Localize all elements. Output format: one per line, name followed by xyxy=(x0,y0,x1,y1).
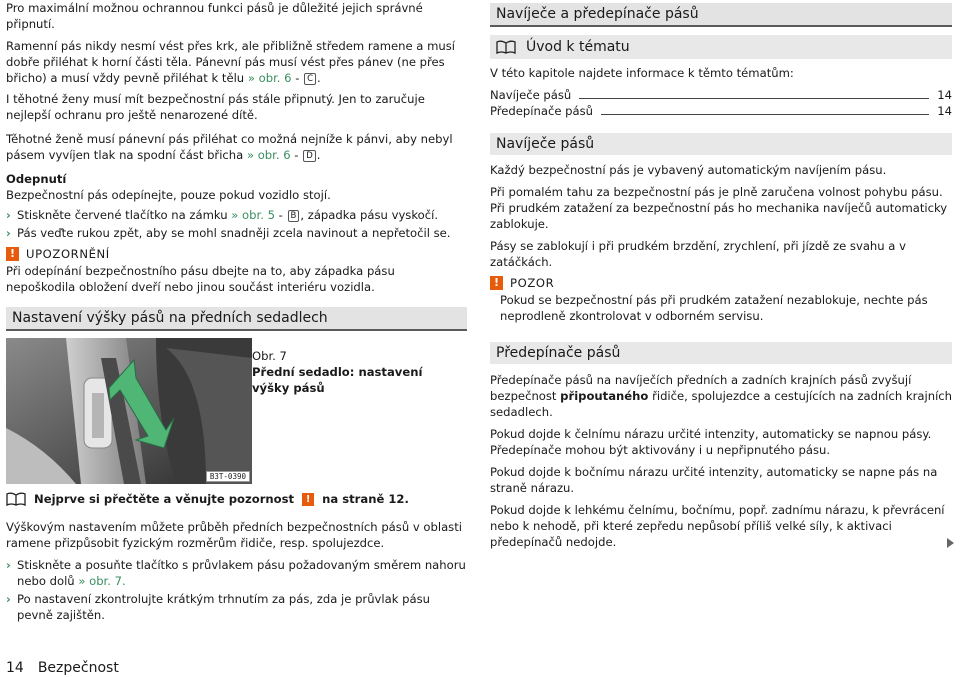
warning-text: Při odepínání bezpečnostního pásu dbejte na to, aby západka pásu nepoškodila obložení dveří nebo jinou součást interiéru vozidla. xyxy=(6,264,395,294)
paragraph-pregnant-lap-belt: Těhotné ženě musí pánevní pás přiléhat co možná nejníže k pánvi, aby nebyl pásem vyvíjen tlak na spodní část břicha » obr. 6 - D . xyxy=(6,132,453,162)
figure-reference-link[interactable]: » obr. 6 xyxy=(247,71,292,85)
step-guide-belt xyxy=(6,225,467,241)
step-text: Pás veďte rukou zpět, aby se mohl snadněji zcela navinout a nepřetočil se. xyxy=(17,226,451,240)
section-title-pretensioners: Předepínače pásů xyxy=(490,342,952,364)
step-arrow-icon: › xyxy=(6,226,11,240)
read-first-text: Nejprve si přečtěte a věnujte pozornost xyxy=(34,492,295,506)
toc-leader xyxy=(579,98,929,99)
step-check-lock xyxy=(6,591,467,623)
step-arrow-icon: › xyxy=(6,592,11,606)
toc-item[interactable] xyxy=(490,87,952,103)
unbuckle-block xyxy=(6,171,467,241)
figure-code-label: B3T-0390 xyxy=(206,471,250,482)
read-first-notice xyxy=(6,491,467,507)
pretensioners-paragraph-4: Pokud dojde k lehkému čelnímu, bočnímu, popř. zadnímu nárazu, k převrácení nebo k nehodě, při které zepředu nepůsobí příliš velké síly, k aktivaci předepínačů nedojde. xyxy=(490,503,945,549)
figure-number: Obr. 7 xyxy=(252,349,287,363)
step-arrow-icon: › xyxy=(6,558,11,572)
unbuckle-heading: Odepnutí xyxy=(6,172,67,186)
retractors-paragraph-2: Při pomalém tahu za bezpečnostní pás je plně zaručena volnost pohybu pásu. Při prudkém zatažení za bezpečnostní pás ho mechanika navíječů automaticky zablokuje. xyxy=(490,185,948,231)
section-title-retractors: Navíječe pásů xyxy=(490,133,952,155)
step-arrow-icon: › xyxy=(6,208,11,222)
chapter-name: Bezpečnost xyxy=(37,660,119,676)
position-key-c: C xyxy=(304,73,316,85)
figure-title: Přední sedadlo: nastavení výšky pásů xyxy=(252,365,423,395)
belt-height-content xyxy=(6,491,467,625)
warning-title: UPOZORNĚNÍ xyxy=(26,247,110,261)
figure-reference-link[interactable]: » obr. 7. xyxy=(78,574,126,588)
paragraph-shoulder-belt: Ramenní pás nikdy nesmí vést přes krk, ale přibližně středem ramene a musí dobře přiléhat k horní části těla. Pánevní pás musí vést přes pánev (ne přes břicho) a musí vždy pevně přiléhat k tělu » obr. 6 - C . xyxy=(6,39,455,85)
adjust-text: Výškovým nastavením můžete průběh předních bezpečnostních pásů v oblasti ramene přizpůsobit fyzickým rozměrům řidiče, resp. spolujezdce. xyxy=(6,520,462,550)
section-title-retractors-pretensioners: Navíječe a předepínače pásů xyxy=(490,3,952,27)
step-press-button xyxy=(6,207,467,223)
bold-term: připoutaného xyxy=(560,389,649,403)
toc-label: Předepínače pásů xyxy=(490,104,594,118)
step-slide-button xyxy=(6,557,467,589)
paragraph-text: řidiče, spolujezdce a cestujících na zadních krajních sedadlech. xyxy=(490,389,953,419)
figure-seat-belt-height xyxy=(6,338,252,484)
intro-text: V této kapitole najdete informace k těmto tématům: xyxy=(490,66,794,80)
step-text: Stiskněte červené tlačítko na zámku xyxy=(17,208,228,222)
figure-reference-link[interactable]: » obr. 5 xyxy=(231,208,275,222)
position-key-b: B xyxy=(288,210,300,222)
toc-label: Navíječe pásů xyxy=(490,88,572,102)
intro-bar xyxy=(490,35,952,59)
retractors-paragraph-1: Každý bezpečnostní pás je vybavený automatickým navíjením pásu. xyxy=(490,163,887,177)
pretensioners-paragraph-3: Pokud dojde k bočnímu nárazu určité intenzity, automaticky se napne pás na straně nárazu. xyxy=(490,465,938,495)
separator: - xyxy=(291,71,304,85)
intro-title: Úvod k tématu xyxy=(526,39,630,55)
pretensioners-paragraph-2: Pokud dojde k čelnímu nárazu určité intenzity, automaticky se napnou pásy. Předepínače mohou být aktivovány i u nepřipnutého pásu. xyxy=(490,427,932,457)
separator: - xyxy=(290,148,303,162)
paragraph-pregnant-women: I těhotné ženy musí mít bezpečnostní pás stále připnutý. Jen to zaručuje nejlepší ochranu pro ještě nenarozené dítě. xyxy=(6,92,425,122)
page-number: 14 xyxy=(6,660,24,676)
section-title-belt-height: Nastavení výšky pásů na předních sedadlech xyxy=(6,307,467,331)
warning-icon: ! xyxy=(302,493,314,506)
paragraph-text: Ramenní pás nikdy nesmí vést přes krk, ale přibližně středem ramene a musí dobře přiléhat k horní části těla. Pánevní pás musí vést přes pánev (ne přes břicho) a musí vždy pevně přiléhat k tělu xyxy=(6,39,455,85)
figure-caption xyxy=(252,348,461,396)
caution-header xyxy=(490,276,952,290)
step-text: , západka pásu vyskočí. xyxy=(300,208,439,222)
figure-reference-link[interactable]: » obr. 6 xyxy=(246,148,291,162)
warning-icon: ! xyxy=(490,276,503,290)
paragraph-text: Těhotné ženě musí pánevní pás přiléhat co možná nejníže k pánvi, aby nebyl pásem vyvíjen tlak na spodní část břicha xyxy=(6,132,453,162)
toc-page: 14 xyxy=(937,88,952,102)
step-text: Po nastavení zkontrolujte krátkým trhnutím za pás, zda je průvlak pásu pevně zajištěn. xyxy=(17,592,430,622)
caution-text: Pokud se bezpečnostní pás při prudkém zatažení nezablokuje, nechte pás neprodleně zkontrolovat v odborném servisu. xyxy=(500,293,928,323)
page-footer xyxy=(6,660,119,676)
separator: - xyxy=(274,208,287,222)
position-key-d: D xyxy=(303,150,316,162)
seat-belt-illustration xyxy=(6,338,252,484)
paragraph-proper-fastening: Pro maximální možnou ochrannou funkci pásů je důležité jejich správné připnutí. xyxy=(6,1,423,31)
toc-leader xyxy=(601,114,929,115)
retractors-paragraph-3: Pásy se zablokují i při prudkém brzdění, zrychlení, při jízdě ze svahu a v zatáčkách. xyxy=(490,239,906,269)
unbuckle-text: Bezpečnostní pás odepínejte, pouze pokud vozidlo stojí. xyxy=(6,188,331,202)
paragraph-text: Předepínače pásů na navíječích předních a zadních krajních pásů zvyšují bezpečnost xyxy=(490,373,912,403)
warning-header xyxy=(6,247,467,261)
warning-icon: ! xyxy=(6,247,19,261)
right-column xyxy=(490,0,952,555)
caution-title: POZOR xyxy=(510,276,555,290)
book-icon xyxy=(496,40,516,54)
next-page-arrow-icon xyxy=(947,538,954,548)
left-column xyxy=(6,0,467,331)
step-text: Stiskněte a posuňte tlačítko s průvlakem pásu požadovaným směrem nahoru nebo dolů xyxy=(17,558,466,588)
book-icon xyxy=(6,492,26,506)
toc-page: 14 xyxy=(937,104,952,118)
toc-item[interactable] xyxy=(490,103,952,119)
read-first-page: na straně 12. xyxy=(322,492,409,506)
pretensioners-paragraph-1 xyxy=(490,372,952,420)
